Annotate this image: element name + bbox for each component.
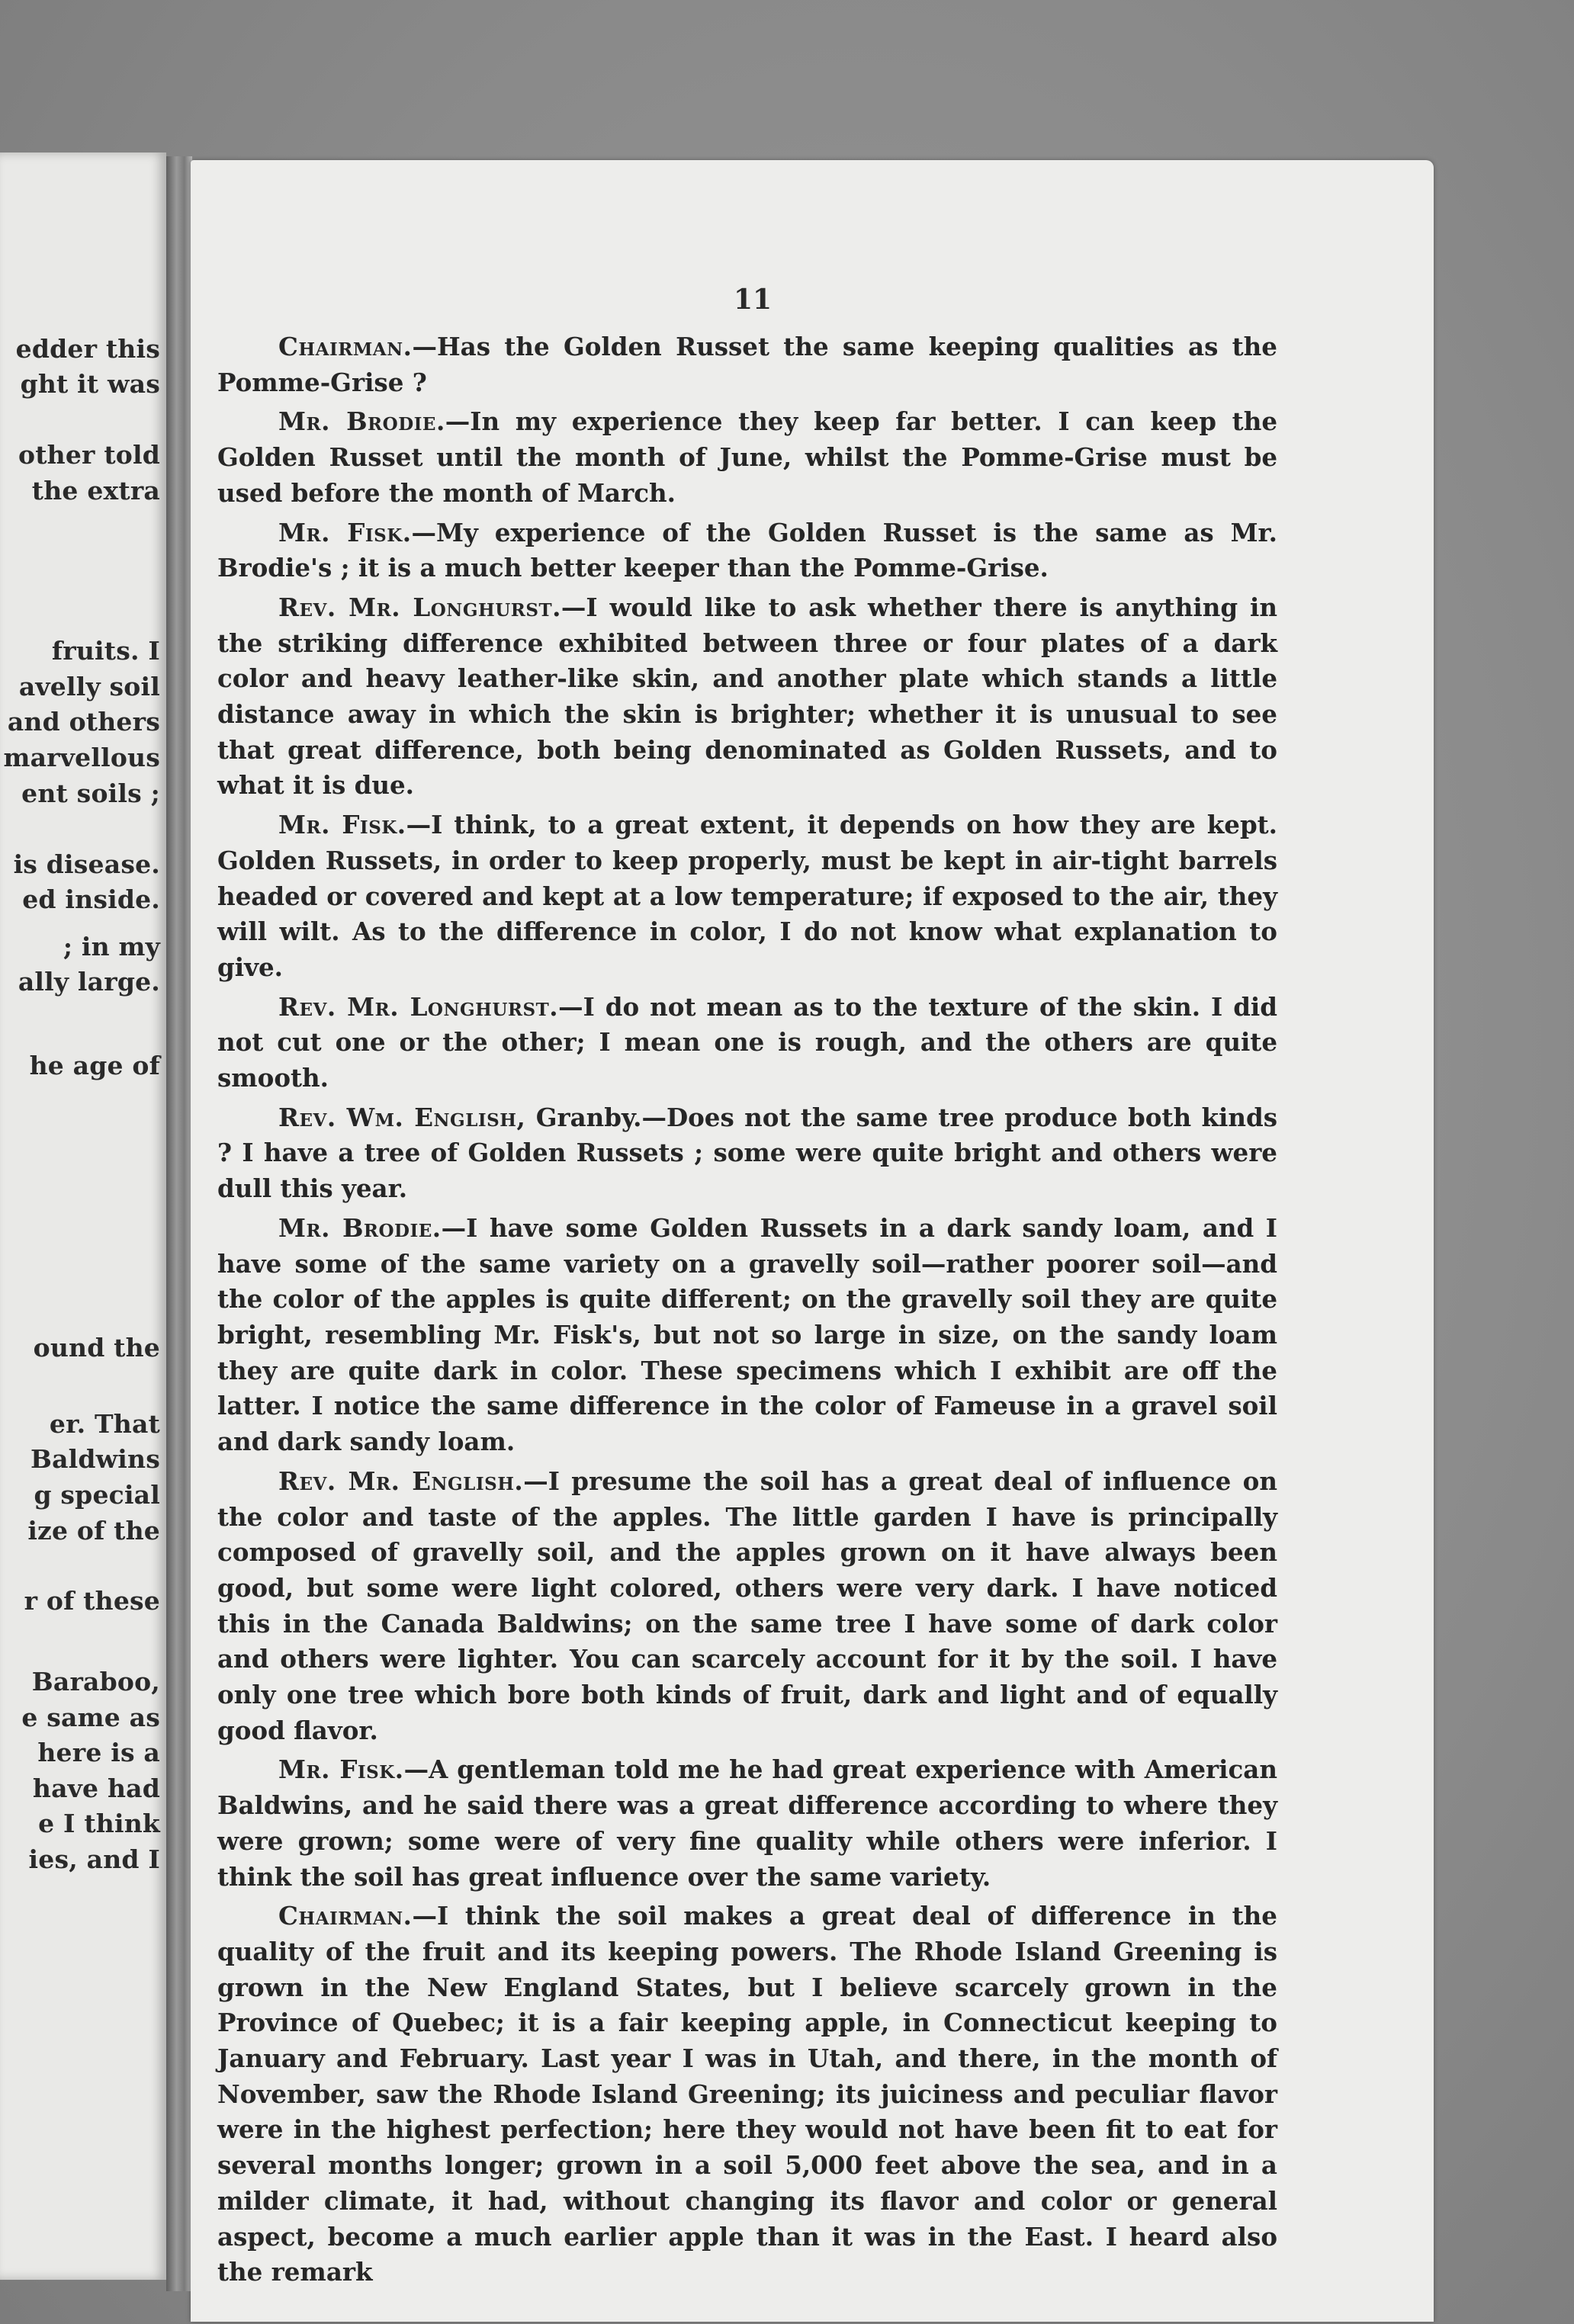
previous-page-line: the extra [31, 476, 160, 506]
page-number: 11 [734, 284, 773, 316]
paragraph-text: —I have some Golden Russets in a dark sandy loam, and I have some of the same variety on a gravelly soil—rather poorer soil—and the color of the apples is quite different; on the gravelly soil they are quite bright, resembling Mr. Fisk's, but not so large in size, on the sandy loam they are quite dark in color. These specimens which I exhibit are off the latter. I notice the same difference in the color of Fameuse in a gravel soil and dark sandy loam. [217, 1212, 1278, 1457]
previous-page-fragment [0, 152, 166, 2280]
previous-page-line: he age of [29, 1051, 160, 1080]
previous-page-line: ; in my [63, 932, 160, 961]
previous-page-line: er. That [49, 1409, 160, 1439]
previous-page-line: and others [7, 707, 160, 737]
previous-page-line: ent soils ; [21, 778, 160, 808]
speaker-name: Rev. Wm. English, [278, 1102, 526, 1132]
previous-page-line: e same as [21, 1703, 160, 1732]
dialogue-paragraph [217, 990, 1277, 1096]
speaker-name: Rev. Mr. Longhurst. [278, 991, 559, 1022]
paragraph-text: —I presume the soil has a great deal of influence on the color and taste of the apples. The little garden I have is principally composed of gravelly soil, and the apples grown on it have always been good, but some were light colored, others were very dark. I have noticed this in the Canada Baldwins; on the same tree I have some of dark color and others were lighter. You can scarcely account for it by the soil. I have only one tree which bore both kinds of fruit, dark and light and of equally good flavor. [217, 1465, 1277, 1745]
previous-page-line: here is a [37, 1738, 160, 1767]
speaker-name: Mr. Brodie. [278, 406, 445, 437]
paragraph-text: Granby.—Does not the same tree produce both kinds ? I have a tree of Golden Russets ; some were quite bright and others were dull this year. [217, 1102, 1277, 1204]
dialogue-paragraph [217, 1211, 1277, 1460]
speaker-name: Chairman. [278, 1901, 413, 1931]
previous-page-line: e I think [38, 1809, 160, 1838]
previous-page-line: Baldwins [31, 1444, 160, 1474]
paragraph-text: —A gentleman told me he had great experience with American Baldwins, and he said there was a great difference according to where they were grown; some were of very fine quality while others were inferior. I think the soil has great influence over the same variety. [217, 1754, 1277, 1892]
dialogue-paragraph [217, 590, 1277, 804]
paragraph-text: —I would like to ask whether there is anything in the striking difference exhibited between three or four plates of a dark color and heavy leather-like skin, and another plate which stands a little distance away in which the skin is brighter; whether it is unusual to see that great difference, both being denominated as Golden Russets, and to what it is due. [217, 592, 1277, 801]
paragraph-text: —I think, to a great extent, it depends on how they are kept. Golden Russets, in order to keep properly, must be kept in air-tight barrels headed or covered and kept at a low temperature; if exposed to the air, they will wilt. As to the difference in color, I do not know what explanation to give. [217, 810, 1277, 982]
previous-page-line: Baraboo, [31, 1667, 160, 1696]
paragraph-text: —In my experience they keep far better. I can keep the Golden Russet until the month of June, whilst the Pomme-Grise must be used before the month of March. [217, 406, 1277, 508]
paragraph-text: —I think the soil makes a great deal of difference in the quality of the fruit and its keeping powers. The Rhode Island Greening is grown in the New England States, but I believe scarcely grown in the Province of Quebec; it is a fair keeping apple, in Connecticut keeping to January and February. Last year I was in Utah, and there, in the month of November, saw the Rhode Island Greening; its juiciness and peculiar flavor were in the highest perfection; here they would not have been fit to eat for several months longer; grown in a soil 5,000 feet above the sea, and in a milder climate, it had, without changing its flavor and color or general aspect, become a much earlier apple than it was in the East. I heard also the remark [217, 1901, 1277, 2287]
page-body [217, 329, 1277, 2294]
paragraph-text: —My experience of the Golden Russet is the same as Mr. Brodie's ; it is a much better keeper than the Pomme-Grise. [217, 517, 1277, 583]
previous-page-line: g special [34, 1480, 160, 1510]
dialogue-paragraph [217, 807, 1277, 986]
previous-page-line: is disease. [13, 849, 160, 879]
dialogue-paragraph [217, 404, 1277, 511]
speaker-name: Mr. Fisk. [278, 810, 406, 840]
book-gutter [166, 156, 192, 2291]
previous-page-line: ies, and I [28, 1844, 160, 1874]
paragraph-text: —Has the Golden Russet the same keeping qualities as the Pomme-Grise ? [217, 332, 1277, 397]
previous-page-line: fruits. I [51, 636, 160, 666]
speaker-name: Chairman. [278, 332, 413, 361]
previous-page-line: ound the [33, 1333, 160, 1363]
speaker-name: Mr. Fisk. [278, 1754, 404, 1785]
previous-page-line: avelly soil [18, 672, 160, 701]
previous-page-line: have had [32, 1773, 160, 1803]
previous-page-line: marvellous [3, 743, 160, 772]
previous-page-line: ally large. [18, 967, 160, 997]
speaker-name: Mr. Fisk. [278, 517, 412, 547]
paragraph-text: —I do not mean as to the texture of the skin. I did not cut one or the other; I mean one is rough, and the others are quite smooth. [217, 991, 1278, 1093]
dialogue-paragraph [217, 329, 1277, 400]
previous-page-line: ize of the [27, 1516, 160, 1546]
previous-page-line: ght it was [20, 369, 160, 399]
speaker-name: Rev. Mr. Longhurst. [278, 592, 561, 622]
previous-page-line: ed inside. [22, 884, 160, 914]
previous-page-line: other told [18, 440, 160, 470]
previous-page-line: edder this [15, 334, 160, 364]
dialogue-paragraph [217, 1464, 1277, 1749]
dialogue-paragraph [217, 1752, 1277, 1895]
speaker-name: Mr. Brodie. [278, 1212, 442, 1243]
dialogue-paragraph [217, 1100, 1277, 1207]
dialogue-paragraph [217, 1899, 1277, 2290]
previous-page-line: r of these [24, 1586, 160, 1616]
speaker-name: Rev. Mr. English. [278, 1465, 524, 1496]
dialogue-paragraph [217, 515, 1277, 586]
